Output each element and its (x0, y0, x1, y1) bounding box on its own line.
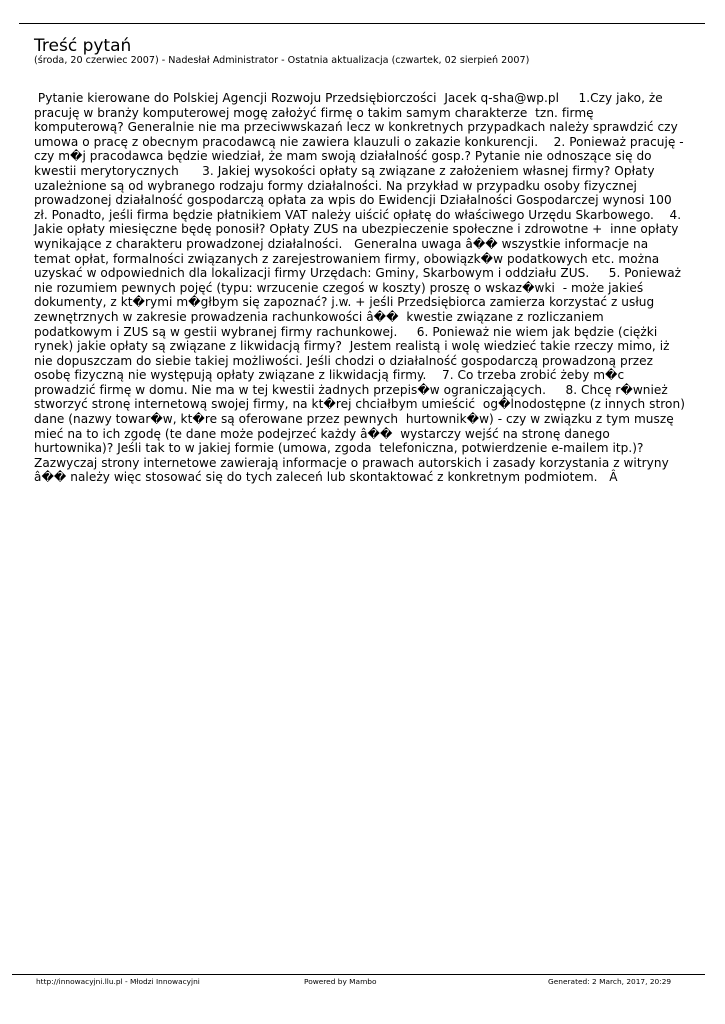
footer-site-link[interactable]: http://innowacyjni.llu.pl - Młodzi Innowacyjni (36, 977, 200, 986)
article-meta: (środa, 20 czerwiec 2007) - Nadesłał Administrator - Ostatnia aktualizacja (czwartek, 02 sierpień 2007) (34, 55, 530, 66)
article-body: Pytanie kierowane do Polskiej Agencji Rozwoju Przedsiębiorczości Jacek q-sha@wp.pl 1.Czy jako, że pracuję w branży komputerowej mogę założyć firmę o takim samym charakterze tzn. firmę komputerową? Generalnie nie ma przeciwwskazań lecz w konkretnych przypadkach należy sprawdzić czy umowa o pracę z obecnym pracodawcą nie zawiera klauzuli o zakazie konkurencji. 2. Ponieważ pracuję - czy m�j pracodawca będzie wiedział, że mam swoją działalność gosp.? Pytanie nie odnoszące się do kwestii merytorycznych 3. Jakiej wysokości opłaty są związane z założeniem własnej firmy? Opłaty uzależnione są od wybranego rodzaju formy działalności. Na przykład w przypadku osoby fizycznej prowadzonej działalność gospodarczą opłata za wpis do Ewidencji Działalności Gospodarczej wynosi 100 zł. Ponadto, jeśli firma będzie płatnikiem VAT należy uiścić opłatę do właściwego Urzędu Skarbowego. 4. Jakie opłaty miesięczne będę ponosił? Opłaty ZUS na ubezpieczenie społeczne i zdrowotne + inne opłaty wynikające z charakteru prowadzonej działalności. Generalna uwaga â�� wszystkie informacje na temat opłat, formalności związanych z zarejestrowaniem firmy, obowiązk�w podatkowych etc. można uzyskać w odpowiednich dla lokalizacji firmy Urzędach: Gminy, Skarbowym i oddziału ZUS. 5. Ponieważ nie rozumiem pewnych pojęć (typu: wrzucenie czegoś w koszty) proszę o wskaz�wki - może jakieś dokumenty, z kt�rymi m�głbym się zapoznać? j.w. + jeśli Przedsiębiorca zamierza korzystać z usług zewnętrznych w zakresie prowadzenia rachunkowości â�� kwestie związane z rozliczaniem podatkowym i ZUS są w gestii wybranej firmy rachunkowej. 6. Ponieważ nie wiem jak będzie (ciężki rynek) jakie opłaty są związane z likwidacją firmy? Jestem realistą i wolę wiedzieć takie rzeczy mimo, iż nie dopuszczam do siebie takiej możliwości. Jeśli chodzi o działalność gospodarczą prowadzoną przez osobę fizyczną nie występują opłaty związane z likwidacją firmy. 7. Co trzeba zrobić żeby m�c prowadzić firmę w domu. Nie ma w tej kwestii żadnych przepis�w ograniczających. 8. Chcę r�wnież stworzyć stronę internetową swojej firmy, na kt�rej chciałbym umieścić og�lnodostępne (z innych stron) dane (nazwy towar�w, kt�re są oferowane przez pewnych hurtownik�w) - czy w związku z tym muszę mieć na to ich zgodę (te dane może podejrzeć każdy â�� wystarczy wejść na stronę danego hurtownika)? Jeśli tak to w jakiej formie (umowa, zgoda telefoniczna, potwierdzenie e-mailem itp.)? Zazwyczaj strony internetowe zawierają informacje o prawach autorskich i zasady korzystania z witryny â�� należy więc stosować się do tych zaleceń lub skontaktować z konkretnym podmiotem. Â (34, 91, 689, 485)
article-title: Treść pytań (34, 36, 132, 56)
footer-divider (12, 974, 705, 975)
footer-powered-by: Powered by Mambo (304, 977, 377, 986)
footer-generated-date: Generated: 2 March, 2017, 20:29 (548, 977, 672, 986)
top-divider (19, 23, 705, 24)
